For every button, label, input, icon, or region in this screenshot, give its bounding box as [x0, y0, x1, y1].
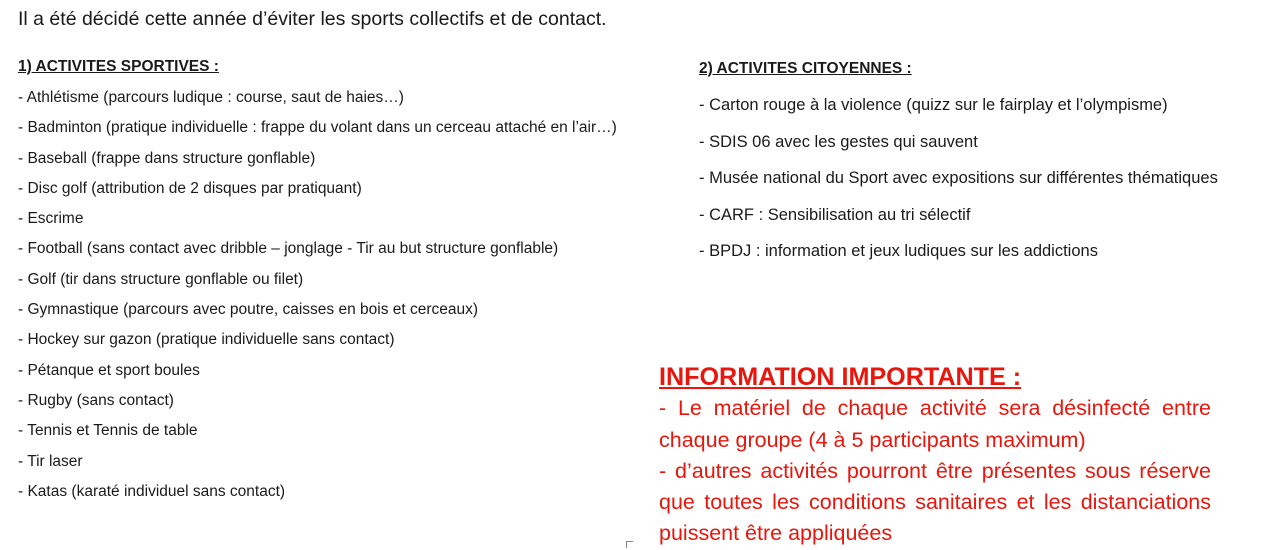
info-disinfection-note: - Le matériel de chaque activité sera désinfecté entre chaque groupe (4 à 5 participants maximum): [659, 396, 1211, 452]
sports-section: [18, 58, 618, 499]
intro-text: Il a été décidé cette année d’éviter les sports collectifs et de contact.: [18, 8, 607, 30]
list-item: - Gymnastique (parcours avec poutre, caisses en bois et cerceaux): [18, 301, 479, 319]
sports-heading: 1) ACTIVITES SPORTIVES :: [18, 58, 219, 75]
citizen-section: [699, 60, 1259, 262]
list-item: - Tir laser: [18, 452, 83, 470]
important-info-title: INFORMATION IMPORTANTE :: [659, 363, 1022, 391]
list-item: - Tennis et Tennis de table: [18, 422, 198, 440]
list-item: - Golf (tir dans structure gonflable ou filet): [18, 270, 304, 288]
list-item: - BPDJ : information et jeux ludiques sur les addictions: [699, 242, 1098, 260]
important-info-box: [659, 362, 1211, 550]
list-item: - Musée national du Sport avec expositions sur différentes thématiques: [699, 169, 1218, 187]
list-item: - Baseball (frappe dans structure gonflable): [18, 149, 316, 167]
sports-list: [18, 90, 618, 499]
list-item: - Athlétisme (parcours ludique : course, saut de haies…): [18, 89, 404, 106]
list-item: - Disc golf (attribution de 2 disques par pratiquant): [18, 179, 362, 197]
list-item: - SDIS 06 avec les gestes qui sauvent: [699, 132, 978, 151]
corner-mark: [626, 541, 633, 548]
info-other-activities-note: - d’autres activités pourront être présentes sous réserve que toutes les conditions sanitaires et les distanciations puissent être appliquées: [659, 458, 1211, 546]
list-item: - Carton rouge à la violence (quizz sur le fairplay et l’olympisme): [699, 96, 1168, 114]
list-item: - Rugby (sans contact): [18, 391, 174, 409]
list-item: - Pétanque et sport boules: [18, 361, 200, 379]
list-item: - Katas (karaté individuel sans contact): [18, 482, 286, 500]
list-item: - CARF : Sensibilisation au tri sélectif: [699, 205, 971, 224]
list-item: - Escrime: [18, 210, 84, 228]
list-item: - Football (sans contact avec dribble – jonglage - Tir au but structure gonflable): [18, 240, 559, 258]
citizen-list: [699, 95, 1259, 262]
list-item: - Badminton (pratique individuelle : frappe du volant dans un cerceau attaché en l’air…): [18, 119, 617, 137]
list-item: - Hockey sur gazon (pratique individuelle sans contact): [18, 331, 395, 349]
citizen-heading: 2) ACTIVITES CITOYENNES :: [699, 60, 912, 77]
